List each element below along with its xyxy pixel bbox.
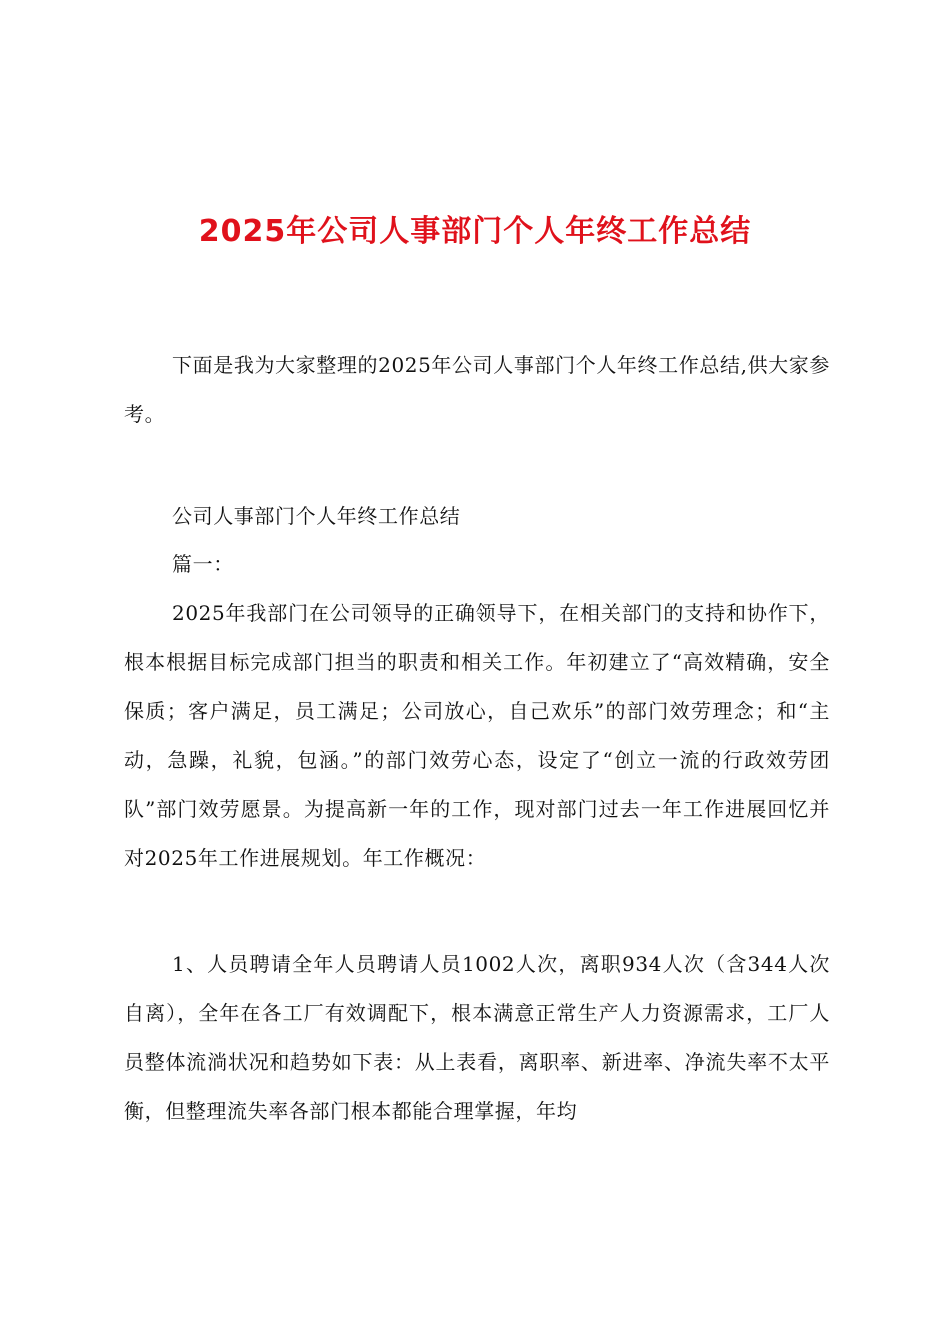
body-paragraph-1: 2025年我部门在公司领导的正确领导下，在相关部门的支持和协作下，根本根据目标完成部门担当的职责和相关工作。年初建立了“高效精确，安全保质；客户满足，员工满足；公司放心，自己欢乐”的部门效劳理念；和“主动，急躁，礼貌，包涵。”的部门效劳心态，设定了“创立一流的行政效劳团队”部门效劳愿景。为提高新一年的工作，现对部门过去一年工作进展回忆并对2025年工作进展规划。年工作概况： <box>124 601 830 870</box>
section-label: 篇一： <box>172 552 234 576</box>
body-paragraph-2: 1、人员聘请全年人员聘请人员1002人次，离职934人次（含344人次自离），全年在各工厂有效调配下，根本满意正常生产人力资源需求，工厂人员整体流淌状况和趋势如下表：从上表看，离职率、新进率、净流失率不太平衡，但整理流失率各部门根本都能合理掌握，年均 <box>124 952 830 1123</box>
document-title: 2025年公司人事部门个人年终工作总结 <box>198 214 752 249</box>
section-subtitle: 公司人事部门个人年终工作总结 <box>172 504 461 528</box>
intro-paragraph: 下面是我为大家整理的2025年公司人事部门个人年终工作总结,供大家参考。 <box>124 353 830 426</box>
